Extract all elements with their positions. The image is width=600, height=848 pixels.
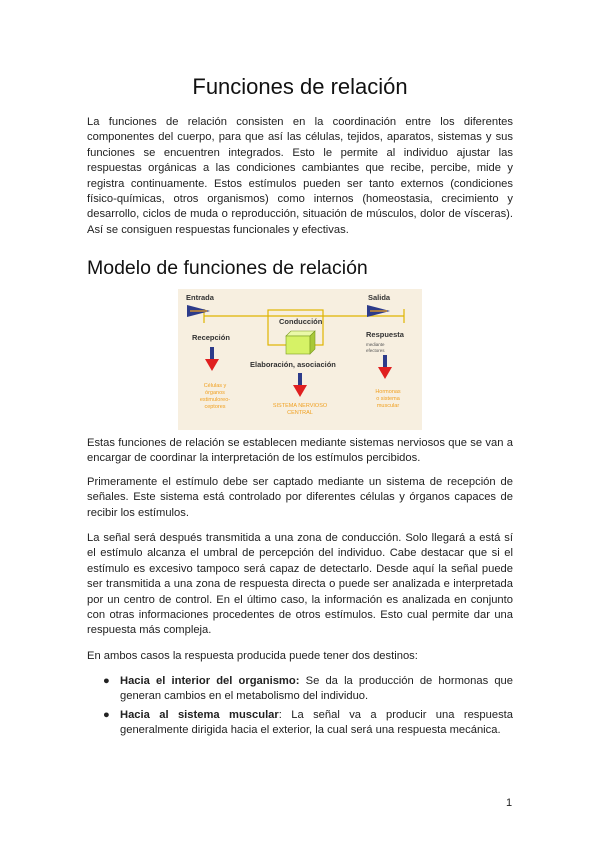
list-item-text: : La señal va a producir una respuesta generalmente dirigida hacia el exterior, la cual será una respuesta mecánica. — [120, 708, 513, 737]
label-salida: Salida — [368, 293, 391, 302]
list-item-term: Hacia el interior del organismo: — [120, 675, 300, 687]
effectors-line-3: muscular — [376, 403, 400, 409]
list-item — [103, 674, 513, 705]
cns-line-1: SISTEMA NERVIOSO — [272, 403, 328, 409]
effectors-line-1: Hormonas — [375, 389, 401, 395]
effectors-label — [375, 389, 401, 409]
section-title: Modelo de funciones de relación — [87, 257, 368, 279]
label-entrada: Entrada — [186, 293, 214, 302]
paragraph-reception: Primeramente el estímulo debe ser captado mediante un sistema de recepción de señales. Este sistema está controlado por diferentes células y órganos capaces de recibir los estímulos. — [87, 476, 513, 519]
list-item-term: Hacia al sistema muscular — [120, 708, 279, 721]
receptors-line-1: Células y — [203, 383, 227, 389]
relation-model-diagram — [178, 289, 422, 430]
effectors-line-2: o sistema — [376, 396, 400, 402]
page-number: 1 — [506, 797, 513, 809]
receptors-line-2: órganos — [205, 390, 225, 396]
label-recepcion: Recepción — [192, 333, 230, 342]
receptors-line-3: estimuloreo- — [199, 397, 231, 403]
processing-cube-icon — [286, 331, 315, 354]
list-item-text: Se da la producción de hormonas que generan cambios en el metabolismo del individuo. — [120, 675, 514, 703]
label-respuesta-sub-1: mediante — [366, 342, 385, 347]
cns-line-2: CENTRAL — [287, 410, 313, 416]
label-elaboracion: Elaboración, asociación — [250, 360, 336, 369]
label-respuesta: Respuesta — [366, 330, 404, 339]
intro-paragraph: La funciones de relación consisten en la coordinación entre los diferentes componentes del cuerpo, para que así las células, tejidos, aparatos, sistemas y sus funciones se encuentren integrados. Esto le permite al individuo ajustar las respuestas orgánicas a las condiciones cambiantes que recibe, percibe, mide y registra continuamente. Estos estímulos pueden ser tanto externos (condiciones físico-químicas, otros organismos) como internos (homeostasia, crecimiento y desarrollo, ciclos de muda o reproducción, situación de músculos, dolor de vísceras). Así se consiguen respuestas funcionales y efectivas. — [87, 116, 513, 236]
receptors-line-4: ceptores — [204, 404, 226, 410]
label-respuesta-sub-2: efectores — [366, 348, 385, 353]
destinations-list — [103, 674, 513, 742]
paragraph-destinations: En ambos casos la respuesta producida puede tener dos destinos: — [87, 650, 418, 662]
paragraph-conduction: La señal será después transmitida a una zona de conducción. Solo llegará a está sí el estímulo alcanza el umbral de percepción del individuo. Cabe destacar que si el estímulo es excesivo tampoco será capaz de detectarlo. Desde aquí la señal puede ser transmitida a una zona de respuesta directa o puede ser analizada e interpretada por un centro de control. En el último caso, la información es analizada en conjunto con otras informaciones procedentes de otros estímulos. Esto cual permite dar una respuesta más compleja. — [87, 532, 513, 637]
bullet-icon: ● — [103, 675, 110, 687]
paragraph-nervous-systems: Estas funciones de relación se establecen mediante sistemas nerviosos que se van a encargar de coordinar la interpretación de los estímulos percibidos. — [87, 437, 513, 465]
label-conduccion: Conducción — [279, 317, 323, 326]
bullet-icon: ● — [103, 708, 110, 721]
list-item — [103, 708, 513, 739]
page-title: Funciones de relación — [192, 74, 408, 99]
